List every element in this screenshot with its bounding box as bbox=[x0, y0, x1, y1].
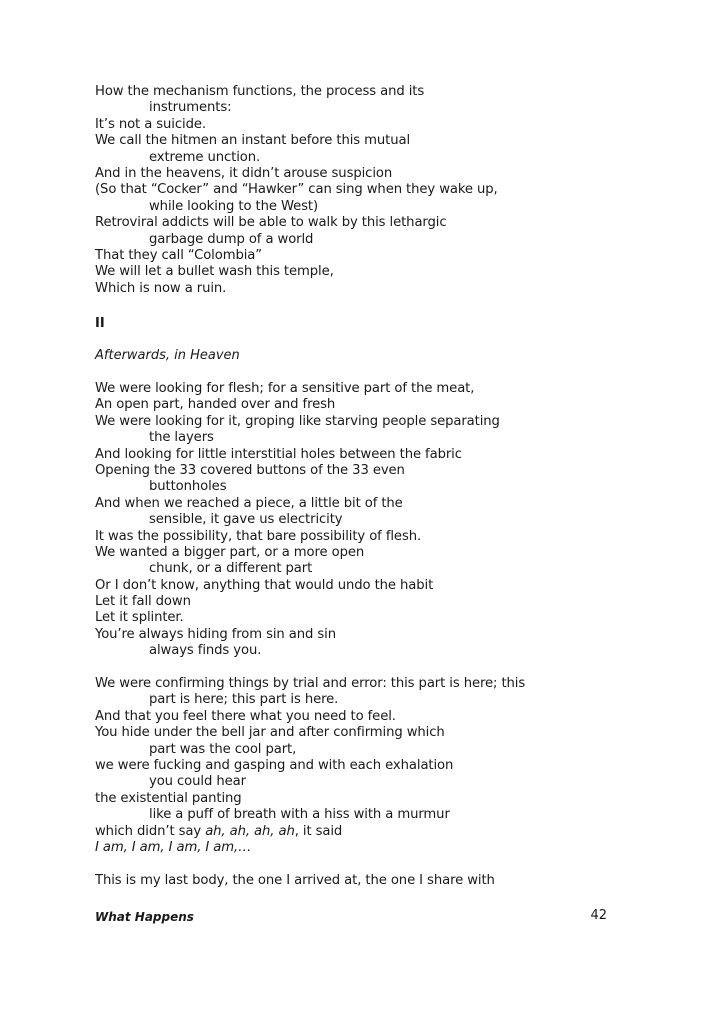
poem-line bbox=[95, 824, 655, 840]
line-text: , it said bbox=[294, 823, 343, 839]
poem-line: We were confirming things by trial and error: this part is here; this bbox=[95, 676, 526, 691]
poem-line: And in the heavens, it didn’t arouse suspicion bbox=[95, 165, 393, 181]
poem-line: Retroviral addicts will be able to walk by this lethargic bbox=[95, 215, 447, 231]
poem-line: We wanted a bigger part, or a more open bbox=[95, 544, 365, 560]
poem-line-indented: like a puff of breath with a hiss with a murmur bbox=[149, 807, 450, 823]
poem-line: We were looking for it, groping like starving people separating bbox=[95, 413, 500, 429]
poem-line: Or I don’t know, anything that would undo the habit bbox=[95, 577, 434, 593]
poem-line: This is my last body, the one I arrived at, the one I share with bbox=[95, 873, 495, 888]
poem-stanza-3-end bbox=[95, 824, 655, 857]
section-subtitle: Afterwards, in Heaven bbox=[95, 348, 240, 363]
running-footer-title: What Happens bbox=[95, 910, 194, 924]
poem-line-indented: instruments: bbox=[149, 100, 232, 116]
section-number: II bbox=[95, 316, 105, 331]
poem-line-indented: sensible, it gave us electricity bbox=[149, 512, 343, 528]
poem-line: And that you feel there what you need to feel. bbox=[95, 708, 396, 724]
poem-line: And looking for little interstitial holes between the fabric bbox=[95, 446, 462, 462]
poem-line: (So that “Cocker” and “Hawker” can sing when they wake up, bbox=[95, 182, 498, 198]
poem-stanza-1 bbox=[95, 84, 655, 297]
poem-line-indented: extreme unction. bbox=[149, 149, 261, 165]
poem-line-italic: I am, I am, I am, I am,… bbox=[95, 839, 252, 855]
poem-line: It’s not a suicide. bbox=[95, 116, 206, 132]
poem-stanza-4 bbox=[95, 873, 655, 889]
poem-line: You hide under the bell jar and after confirming which bbox=[95, 725, 445, 741]
poem-line-indented: chunk, or a different part bbox=[149, 561, 313, 577]
poem-line-indented: part is here; this part is here. bbox=[149, 692, 339, 708]
poem-line-indented: the layers bbox=[149, 430, 214, 446]
line-italic-text: ah, ah, ah, ah bbox=[205, 823, 295, 839]
poem-line: An open part, handed over and fresh bbox=[95, 397, 336, 413]
poem-line: How the mechanism functions, the process and its bbox=[95, 84, 425, 99]
poem-line: we were fucking and gasping and with each exhalation bbox=[95, 757, 454, 773]
poem-line: Let it splinter. bbox=[95, 610, 184, 626]
poem-line: We were looking for flesh; for a sensitive part of the meat, bbox=[95, 381, 475, 396]
poem-line: Let it fall down bbox=[95, 594, 191, 610]
poem-line: Opening the 33 covered buttons of the 33 even bbox=[95, 462, 405, 478]
poem-stanza-2 bbox=[95, 381, 655, 660]
poem-line-indented: buttonholes bbox=[149, 479, 227, 495]
poem-line-indented: part was the cool part, bbox=[149, 741, 297, 757]
poem-line-indented: garbage dump of a world bbox=[149, 231, 314, 247]
poem-stanza-3 bbox=[95, 676, 655, 824]
poem-line-indented: always finds you. bbox=[149, 643, 262, 659]
poem-line-indented: you could hear bbox=[149, 774, 246, 790]
poem-line: It was the possibility, that bare possibility of flesh. bbox=[95, 528, 422, 544]
poem-line: the existential panting bbox=[95, 790, 242, 806]
poem-line: You’re always hiding from sin and sin bbox=[95, 626, 336, 642]
poem-line: We call the hitmen an instant before this mutual bbox=[95, 133, 411, 149]
poem-line: That they call “Colombia” bbox=[95, 247, 263, 263]
poem-line: We will let a bullet wash this temple, bbox=[95, 264, 334, 280]
page-number: 42 bbox=[590, 908, 607, 923]
line-text: which didn’t say bbox=[95, 823, 206, 839]
poem-line: Which is now a ruin. bbox=[95, 280, 227, 296]
poem-line: And when we reached a piece, a little bit of the bbox=[95, 495, 403, 511]
poem-line-indented: while looking to the West) bbox=[149, 198, 319, 214]
